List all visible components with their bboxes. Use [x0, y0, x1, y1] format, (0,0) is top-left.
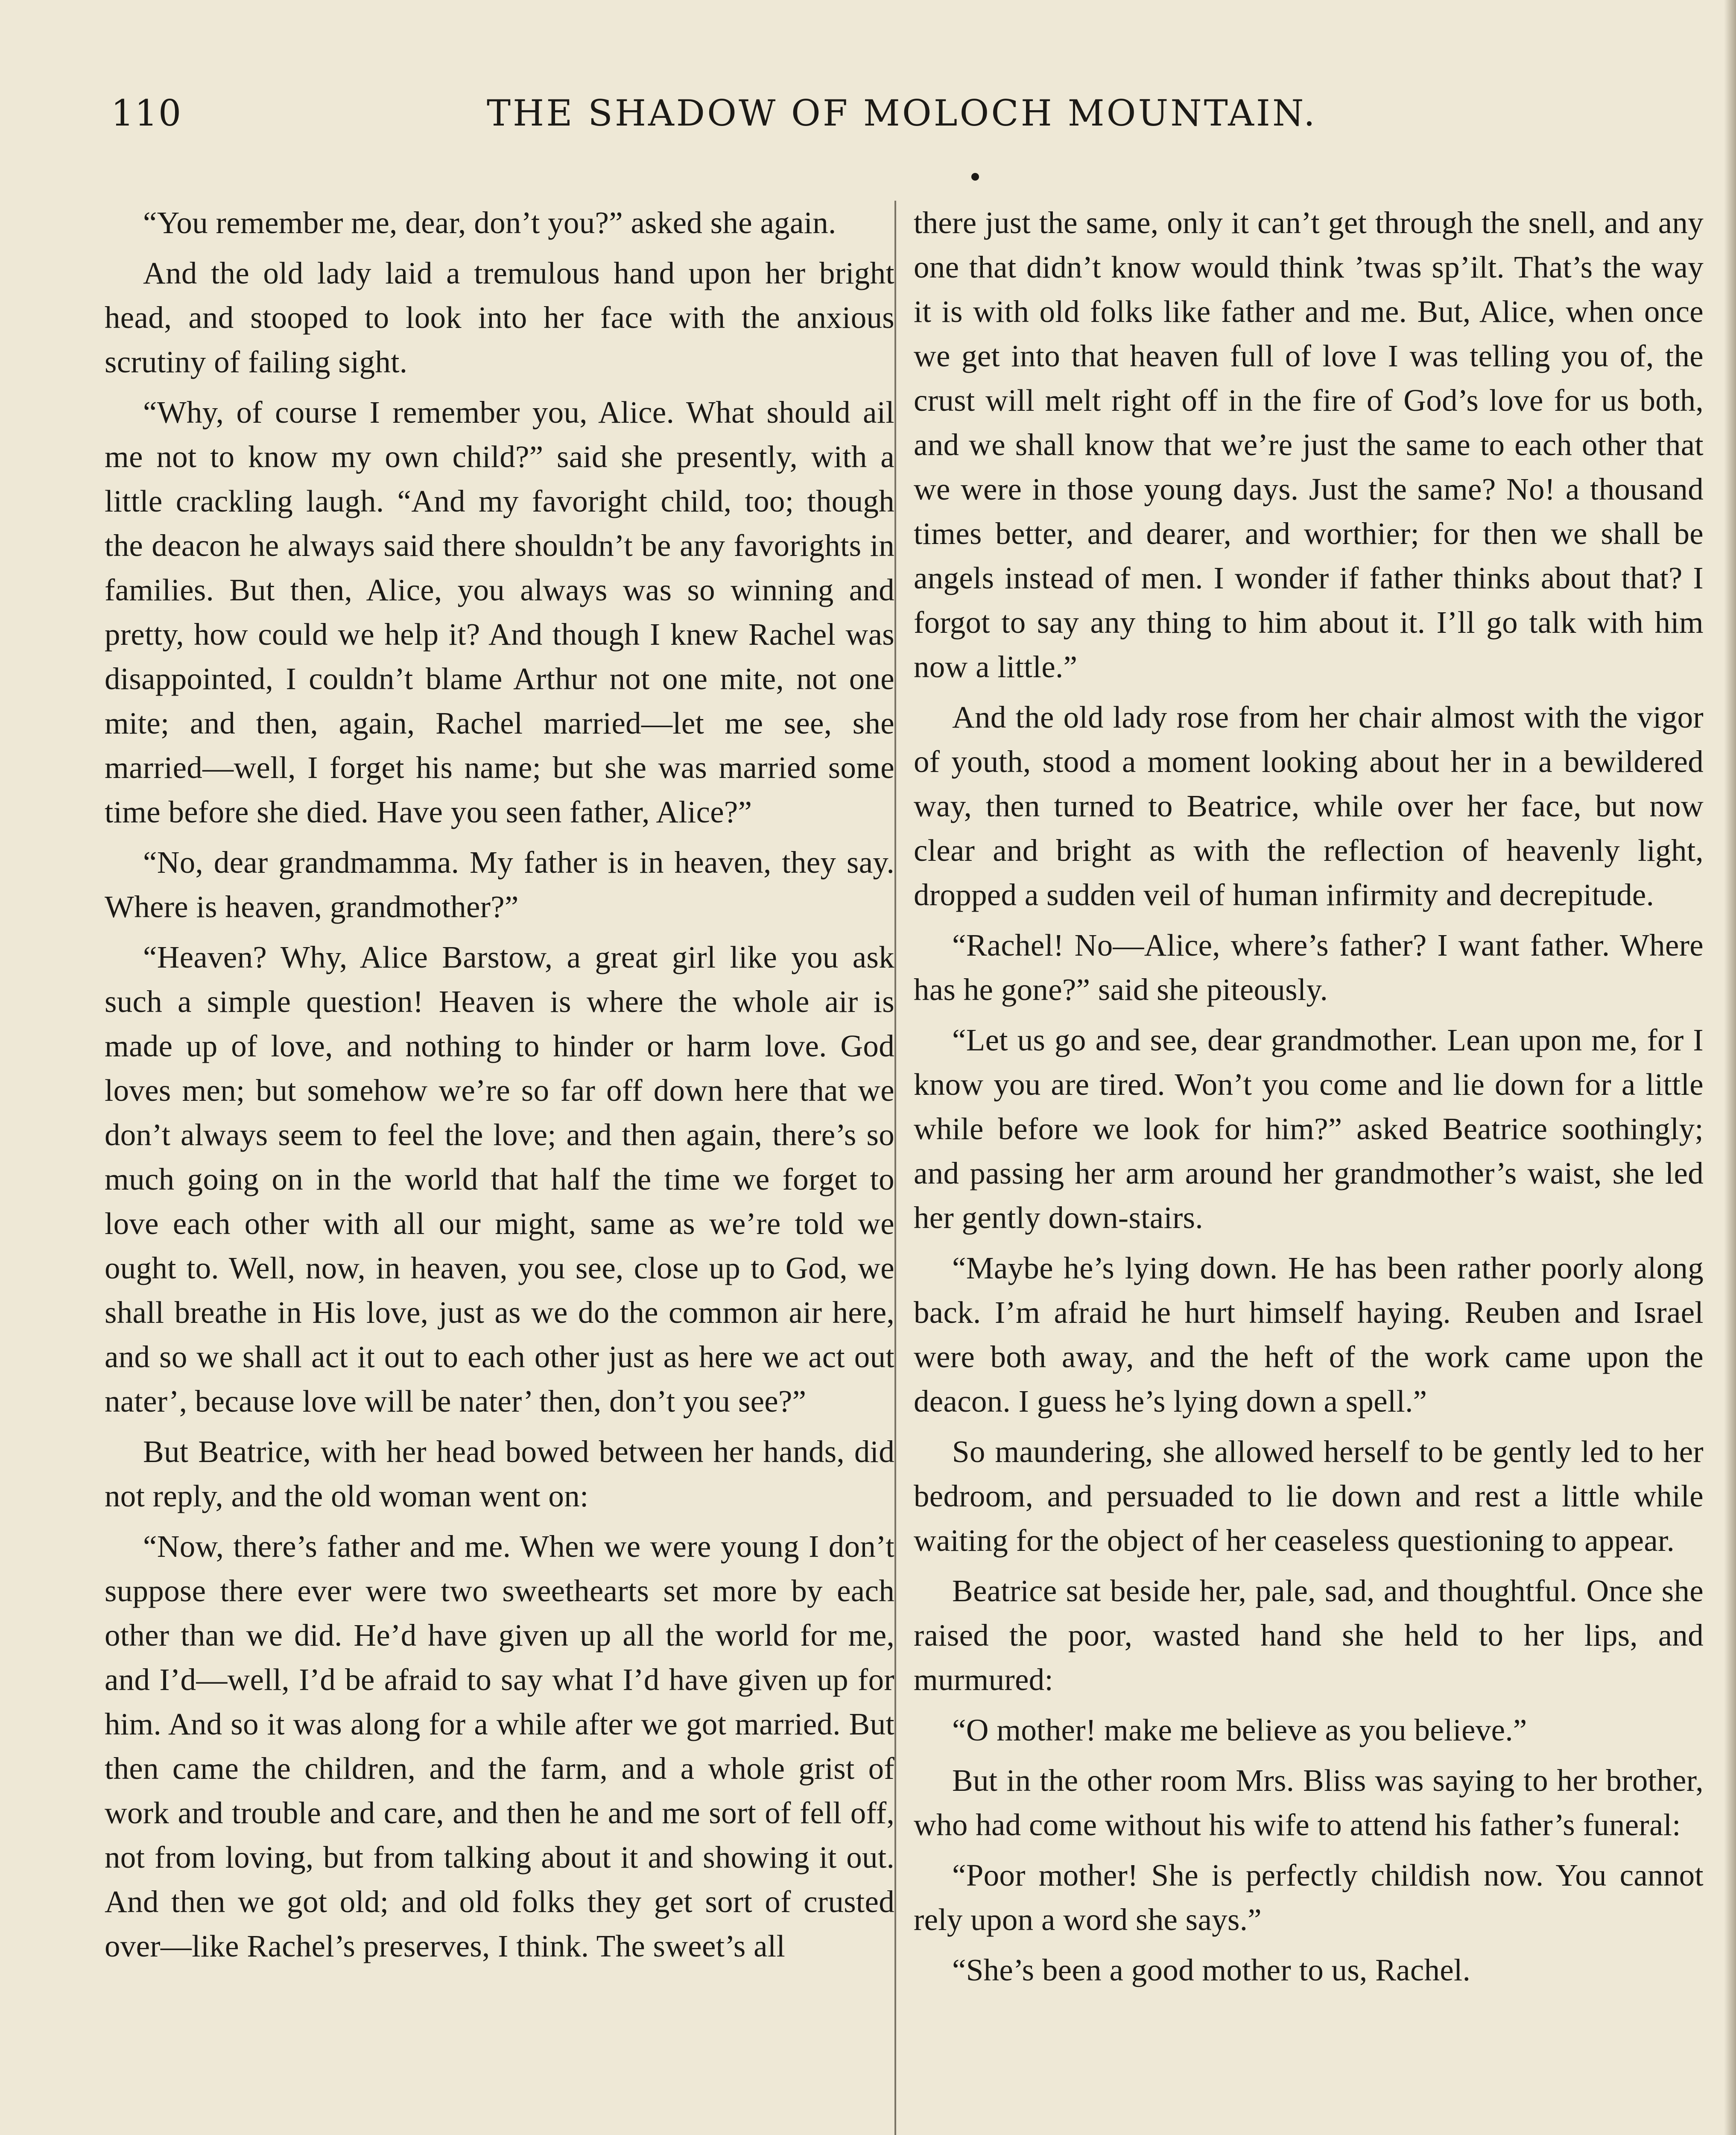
paragraph: And the old lady rose from her chair almost with the vigor of youth, stood a moment looking about her in a bewildered way, then turned to Beatrice, while over her face, but now clear and bright as with the reflection of heavenly light, dropped a sudden veil of human infirmity and decrepitude. — [914, 700, 1704, 912]
page-header — [111, 85, 1651, 141]
right-column — [914, 201, 1704, 2135]
paragraph: “Rachel! No—Alice, where’s father? I want father. Where has he gone?” said she piteously. — [914, 928, 1704, 1007]
paragraph: But Beatrice, with her head bowed between her hands, did not reply, and the old woman went on: — [105, 1434, 894, 1513]
left-column — [105, 201, 894, 2135]
paragraph: And the old lady laid a tremulous hand upon her bright head, and stooped to look into her face with the anxious scrutiny of failing sight. — [105, 256, 894, 379]
running-title: THE SHADOW OF MOLOCH MOUNTAIN. — [487, 92, 1317, 134]
paragraph: “Poor mother! She is perfectly childish now. You cannot rely upon a word she says.” — [914, 1858, 1704, 1937]
paragraph: “She’s been a good mother to us, Rachel. — [952, 1953, 1471, 1987]
paragraph: “Maybe he’s lying down. He has been rather poorly along back. I’m afraid he hurt himself haying. Reuben and Israel were both away, and the heft of the work came upon the deacon. I guess he’s lying down a spell.” — [914, 1251, 1704, 1418]
paragraph: “No, dear grandmamma. My father is in heaven, they say. Where is heaven, grandmother?” — [105, 845, 894, 924]
paragraph: “You remember me, dear, don’t you?” asked she again. — [143, 205, 836, 240]
paragraph: “O mother! make me believe as you believe.” — [952, 1713, 1527, 1747]
paragraph: “Why, of course I remember you, Alice. What should ail me not to know my own child?” said she presently, with a little crackling laugh. “And my favoright child, too; though the deacon he always said there shouldn’t be any favorights in families. But then, Alice, you always was so winning and pretty, how could we help it? And though I knew Rachel was disappointed, I couldn’t blame Arthur not one mite, not one mite; and then, again, Rachel married—let me see, she married—well, I forget his name; but she was married some time before she died. Have you seen father, Alice?” — [105, 395, 894, 829]
printer-dot-mark — [971, 173, 979, 181]
paragraph: “Now, there’s father and me. When we were young I don’t suppose there ever were two sweethearts set more by each other than we did. He’d have given up all the world for me, and I’d—well, I’d be afraid to say what I’d have given up for him. And so it was along for a while after we got married. But then came the children, and the farm, and a whole grist of work and trouble and care, and then he and me sort of fell off, not from loving, but from talking about it and showing it out. And then we got old; and old folks they get sort of crusted over—like Rachel’s preserves, I think. The sweet’s all — [105, 1529, 894, 1963]
page-number: 110 — [111, 92, 182, 134]
paragraph: “Let us go and see, dear grandmother. Lean upon me, for I know you are tired. Won’t you come and lie down for a little while before we look for him?” asked Beatrice soothingly; and passing her arm around her grandmother’s waist, she led her gently down-stairs. — [914, 1023, 1704, 1235]
paragraph: But in the other room Mrs. Bliss was saying to her brother, who had come without his wife to attend his father’s funeral: — [914, 1763, 1704, 1842]
column-divider — [894, 201, 896, 2135]
paragraph: So maundering, she allowed herself to be gently led to her bedroom, and persuaded to lie down and rest a little while waiting for the object of her ceaseless questioning to appear. — [914, 1434, 1704, 1558]
paragraph-continued: there just the same, only it can’t get through the snell, and any one that didn’t know would think ’twas sp’ilt. That’s the way it is with old folks like father and me. But, Alice, when once we get into that heaven full of love I was telling you of, the crust will melt right off in the fire of God’s love for us both, and we shall know that we’re just the same to each other that we were in those young days. Just the same? No! a thousand times better, and dearer, and worthier; for then we shall be angels instead of men. I wonder if father thinks about that? I forgot to say any thing to him about it. I’ll go talk with him now a little.” — [914, 205, 1704, 684]
paragraph: “Heaven? Why, Alice Barstow, a great girl like you ask such a simple question! Heaven is where the whole air is made up of love, and nothing to hinder or harm love. God loves men; but somehow we’re so far off down here that we don’t always seem to feel the love; and then again, there’s so much going on in the world that half the time we forget to love each other with all our might, same as we’re told we ought to. Well, now, in heaven, you see, close up to God, we shall breathe in His love, just as we do the common air here, and so we shall act it out to each other just as here we act out nater’, because love will be nater’ then, don’t you see?” — [105, 940, 894, 1418]
page-edge-shadow — [1724, 0, 1736, 2135]
paragraph: Beatrice sat beside her, pale, sad, and thoughtful. Once she raised the poor, wasted hand she held to her lips, and murmured: — [914, 1573, 1704, 1697]
